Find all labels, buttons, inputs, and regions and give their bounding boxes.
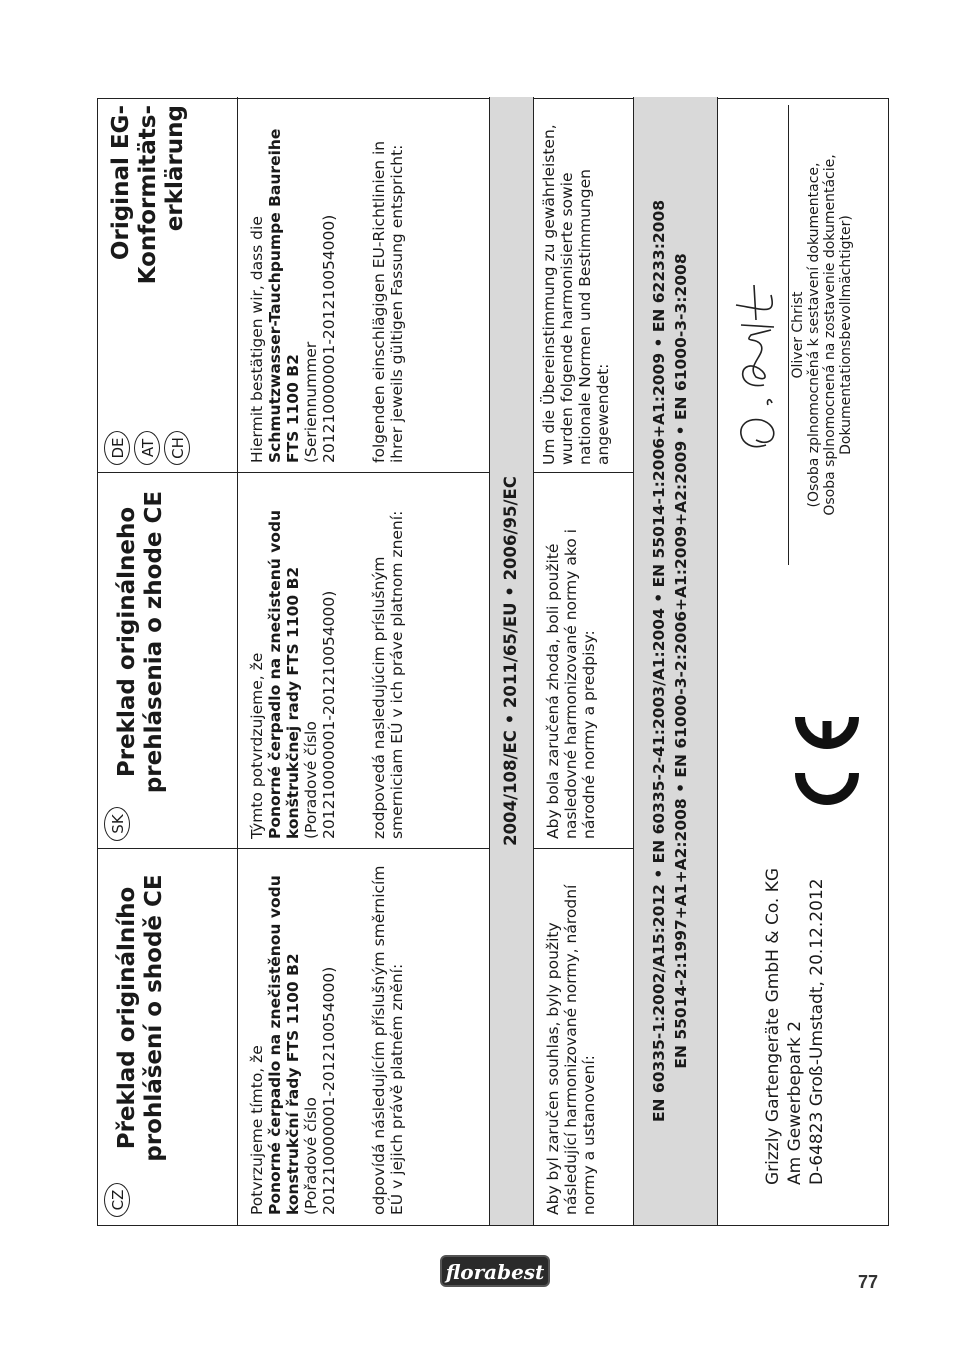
signature-block: [726, 105, 886, 565]
lang-badge-at: AT: [134, 431, 160, 465]
lang-badge-ch: CH: [164, 431, 190, 465]
body-row: [238, 97, 490, 1225]
company-address: [762, 868, 828, 1185]
directives-row: [490, 97, 534, 1225]
lang-badge-sk: SK: [104, 807, 130, 841]
body-de: [238, 97, 489, 473]
header-row: [98, 97, 238, 1225]
harmonised-sk: Aby bola zaručená zhoda, boli použité nasledovné harmonizované normy ako i národné normy a predpisy:: [544, 529, 598, 839]
body-sk: [238, 473, 489, 849]
title-sk: Preklad originálneho prehlásenia o zhode CE: [114, 490, 167, 794]
declaration-frame: [97, 98, 889, 1226]
declaration-document: [97, 98, 889, 1226]
body-cz: [238, 849, 489, 1225]
footer-row: [718, 97, 888, 1225]
title-de: Original EG-Konformitäts-erklärung: [108, 105, 188, 285]
directives-text-sk: zodpovedá nasledujúcim príslušným smerniciam EÚ v ich práve platnom znení:: [370, 510, 406, 839]
product-cz: Ponorné čerpadlo na znečistěnou vodu konstrukční řady FTS 1100 B2: [266, 875, 302, 1215]
intro-cz: Potvrzujeme tímto, že: [248, 1045, 266, 1215]
harmonised-cz: Aby byl zaručen souhlas, byly použity následující harmonizované normy, národní normy a ustanovení:: [544, 884, 598, 1215]
serial-label-cz: (Pořadové číslo: [302, 1097, 320, 1215]
intro-sk: Týmto potvrdzujeme, že: [248, 652, 266, 839]
standards-line-2: EN 55014-2:1997+A1+A2:2008 • EN 61000-3-2:2006+A1:2009+A2:2009 • EN 61000-3-3:2008: [672, 253, 690, 1069]
standards-line-1: EN 60335-1:2002/A15:2012 • EN 60335-2-41:2003/A1:2004 • EN 55014-1:2006+A1:2009 • EN 62233:2008: [650, 199, 668, 1123]
serial-label-de: (Seriennummer: [302, 341, 320, 463]
brand-logo: florabest: [440, 1255, 550, 1287]
serial-cz: 201210000001-201210054000): [320, 966, 338, 1215]
ce-mark-icon: [792, 695, 862, 825]
directives-text-cz: odpovídá následujícím příslušným směrnicím EÚ v jejich právě platném znění:: [370, 865, 406, 1215]
company-city-date: D-64823 Groß-Umstadt, 20.12.2012: [807, 878, 827, 1185]
ce-mark: [792, 695, 862, 825]
signatory-info: [790, 105, 854, 565]
standards-list: [634, 97, 692, 1225]
header-sk: [98, 473, 237, 849]
lang-badge-cz: CZ: [104, 1183, 130, 1217]
signatory-role-de: Dokumentationsbevollmächtigter): [838, 215, 854, 455]
company-street: Am Gewerbepark 2: [785, 1020, 805, 1185]
serial-label-sk: (Poradové číslo: [302, 721, 320, 839]
serial-sk: 201210000001-201210054000): [320, 590, 338, 839]
header-de: [98, 97, 237, 473]
lang-badge-de: DE: [104, 431, 130, 465]
harmonised-de: Um die Übereinstimmung zu gewährleisten, wurden folgende harmonisierte sowie nationale Normen und Bestimmungen angewendet:: [540, 124, 612, 465]
standards-row: [634, 97, 718, 1225]
product-sk: Ponorné čerpadlo na znečistenú vodu konštrukčnej rady FTS 1100 B2: [266, 509, 302, 839]
directives-text-de: folgenden einschlägigen EU-Richtlinien in ihrer jeweils gültigen Fassung entspricht:: [370, 140, 406, 463]
company-name: Grizzly Gartengeräte GmbH & Co. KG: [763, 867, 783, 1185]
serial-de: 201210000001-201210054000): [320, 214, 338, 463]
directives-list: 2004/108/EC • 2011/65/EU • 2006/95/EC: [501, 476, 520, 846]
harmonised-row: [534, 97, 634, 1225]
product-de: Schmutzwasser-Tauchpumpe Baureihe FTS 1100 B2: [266, 128, 302, 463]
page-number: 77: [858, 1272, 879, 1292]
title-cz: Překlad originálního prohlášení o shodě CE: [114, 874, 167, 1162]
signature-icon: [726, 235, 786, 455]
intro-de: Hiermit bestätigen wir, dass die: [248, 216, 266, 463]
signatory-name: Oliver Christ: [790, 291, 806, 379]
header-cz: [98, 849, 237, 1225]
signatory-role-cz: (Osoba zplnomocněná k sestavení dokumentace,: [806, 162, 822, 508]
signatory-role-sk: Osoba splnomocnená na zostavenie dokumentácie,: [822, 154, 838, 516]
